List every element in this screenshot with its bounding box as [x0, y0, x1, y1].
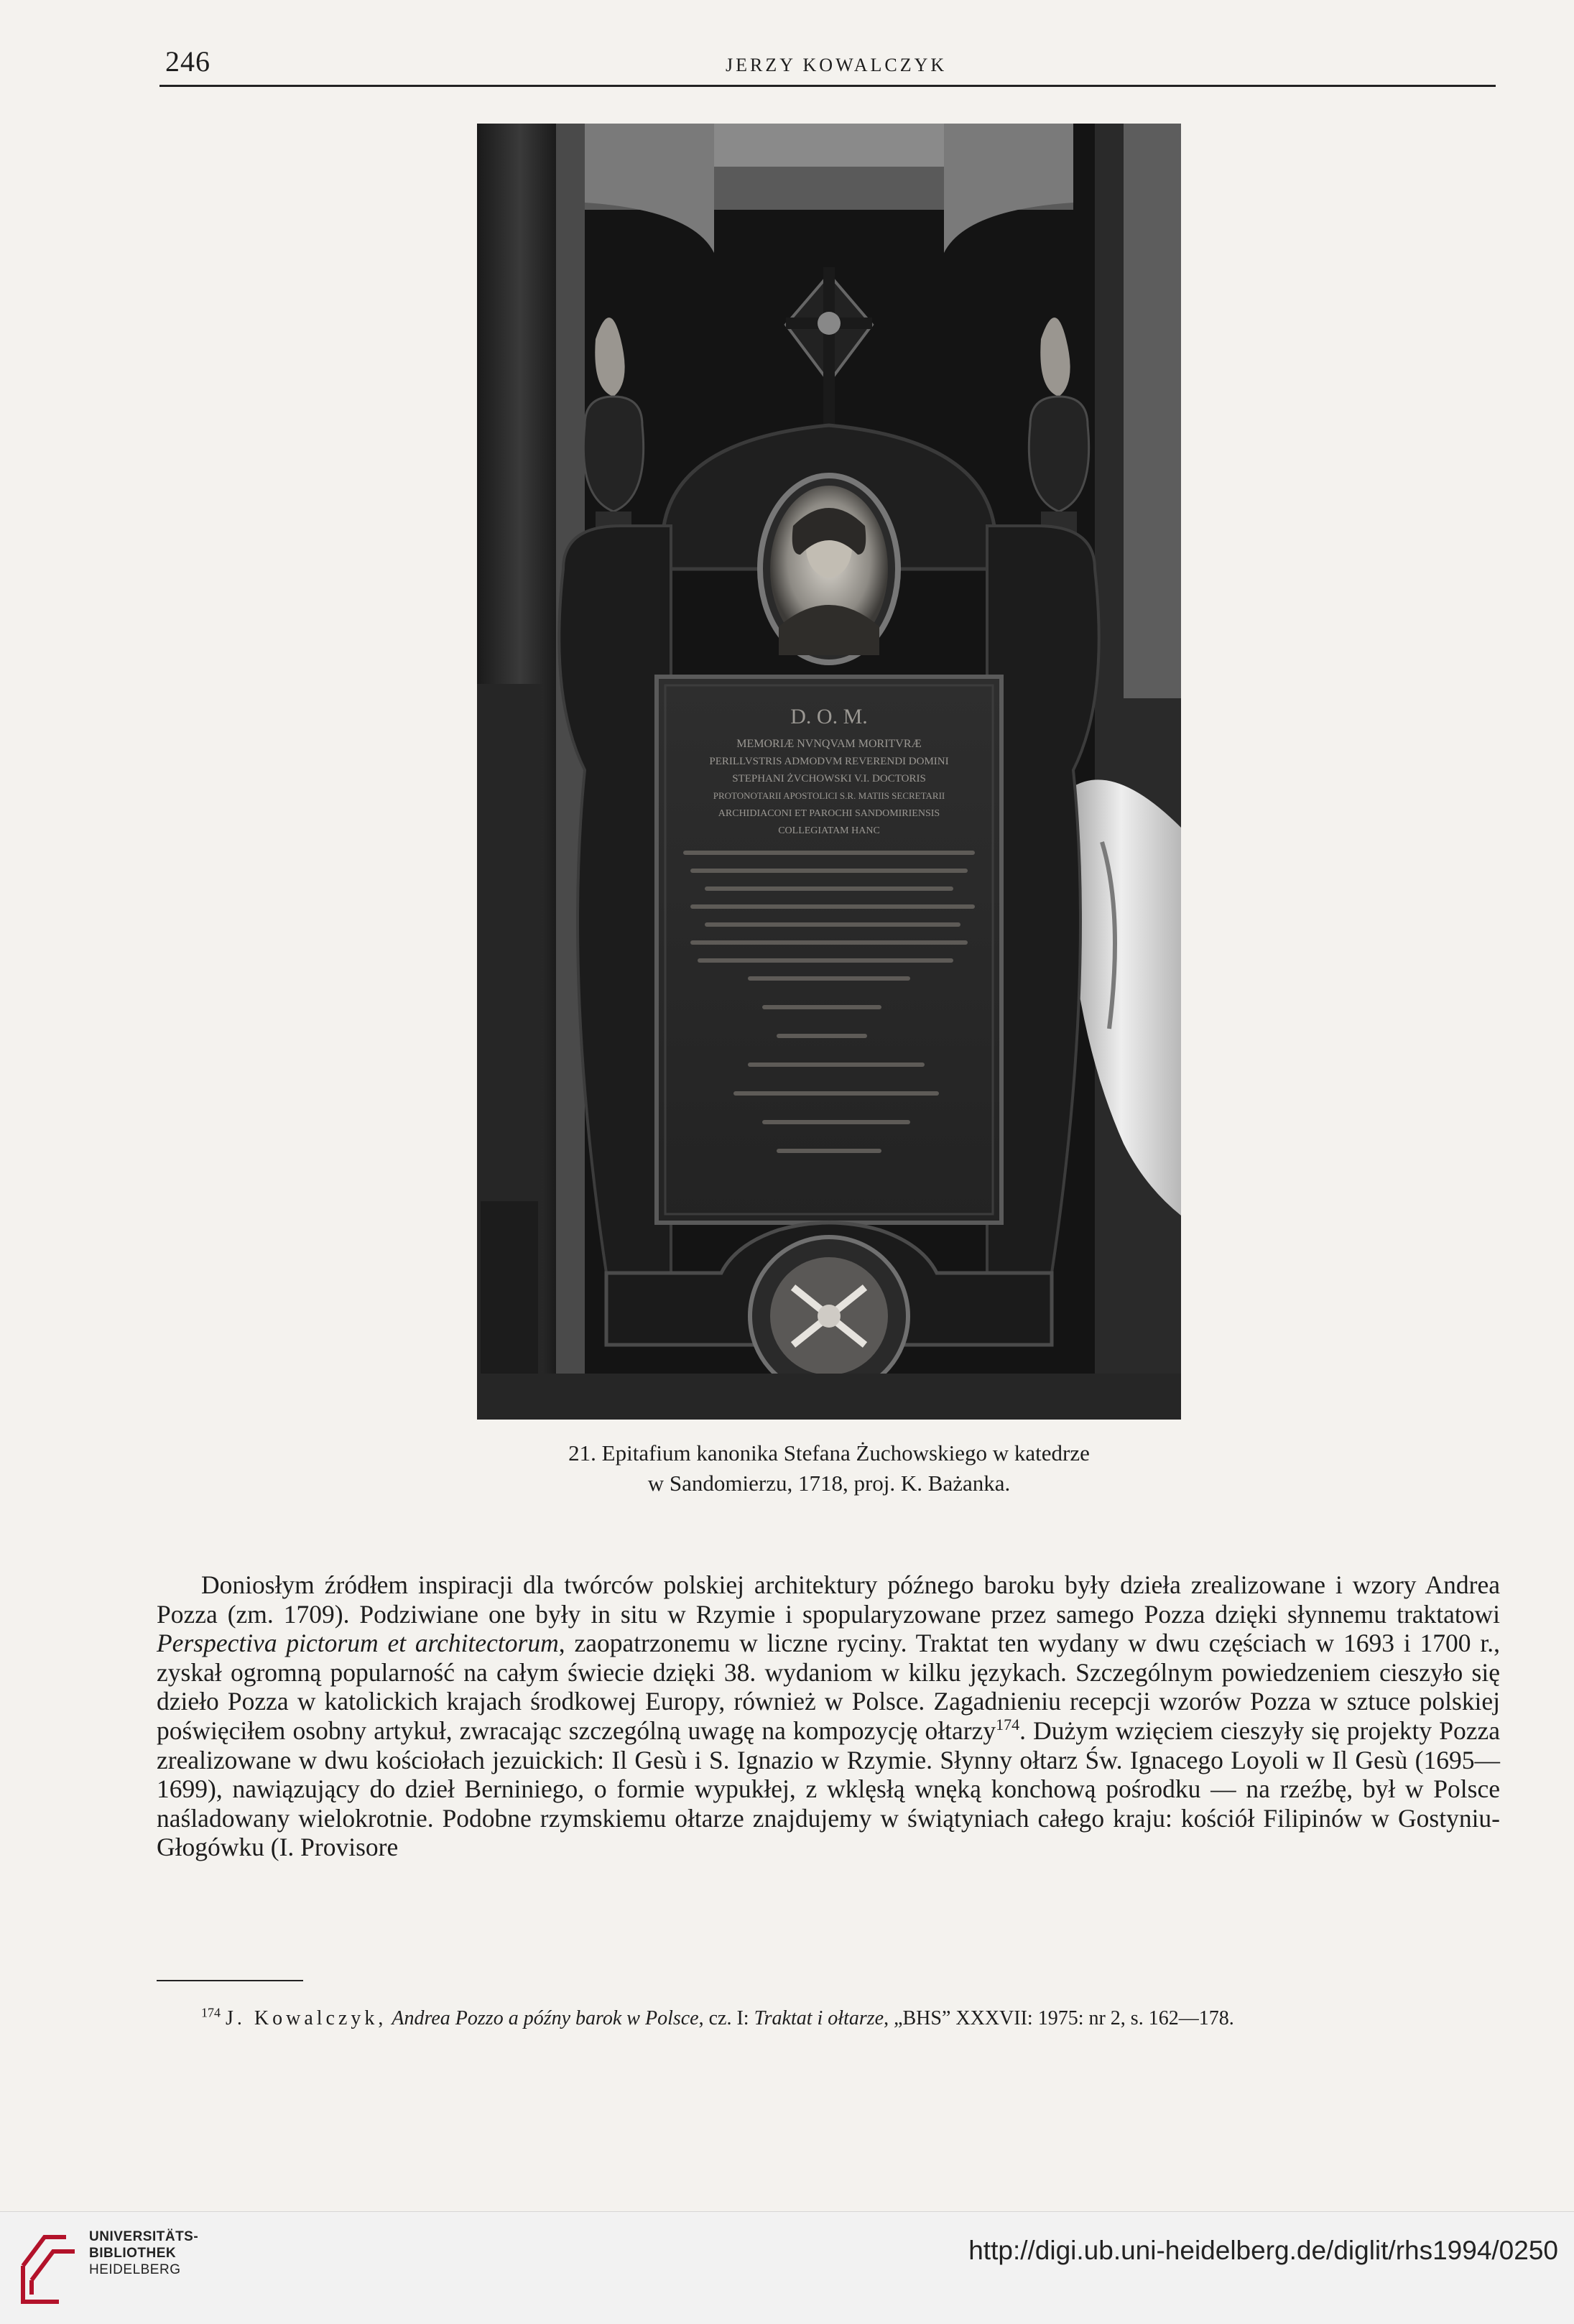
footnote-reference[interactable]: 174: [996, 1716, 1020, 1734]
header-rule: [159, 85, 1496, 87]
inscription-line-1: D. O. M.: [790, 705, 868, 728]
inscription-line-3: PERILLVSTRIS ADMODVM REVERENDI DOMINI: [709, 756, 949, 767]
paragraph-text-1: Doniosłym źródłem inspiracji dla twórców polskiej architektury późnego baroku były dzieła zrealizowane i wzory Andrea Pozza (zm. 1709). Podziwiane one były in situ w Rzymie i spopularyzowane przez samego Pozza dzięki słynnemu traktatowi: [157, 1570, 1500, 1629]
paragraph-text-2: , zaopatrzonemu w liczne ryciny. Traktat ten wydany w dwu częściach w 1693 i 1700 r., zyskał ogromną popularność na całym świecie dzięki 38. wydaniom w kilku językach. Szczególnym powiedzeniem cieszyło się dzieło Pozza w katolickich krajach środkowej Europy, również w Polsce. Zagadnieniu recepcji wzorów Pozza w sztuce polskiej poświęciłem osobny artykuł, zwracając szczególną uwagę na kompozycję ołtarzy: [157, 1629, 1501, 1745]
footer-bar: [0, 2211, 1574, 2324]
library-name-line-3: HEIDELBERG: [89, 2262, 181, 2277]
footnote-rule: [157, 1980, 303, 1981]
source-url-link[interactable]: http://digi.ub.uni-heidelberg.de/diglit/rhs1994/0250: [968, 2236, 1558, 2265]
footnote-rest: , „BHS” XXXVII: 1975: nr 2, s. 162—178.: [884, 2007, 1234, 2029]
running-head: JERZY KOWALCZYK: [726, 55, 948, 75]
footnote-part: , cz. I:: [698, 2007, 754, 2029]
library-name-line-1: UNIVERSITÄTS-: [89, 2229, 199, 2244]
footnote-title: Andrea Pozzo a późny barok w Polsce: [392, 2007, 699, 2029]
page-number: 246: [165, 45, 210, 78]
epitaph-illustration: [477, 124, 1181, 1420]
footnote: [157, 2006, 1500, 2032]
footnote-number: 174: [201, 2005, 221, 2020]
footnote-subtitle: Traktat i ołtarze: [754, 2007, 884, 2029]
body-paragraph: [157, 1570, 1500, 1862]
figure-caption: [477, 1438, 1181, 1499]
library-name: [89, 2228, 198, 2278]
footnote-author: J. Kowalczyk,: [226, 2007, 387, 2029]
paragraph-text-3: . Dużym wzięciem cieszyły się projekty Pozza zrealizowane w dwu kościołach jezuickich: Il Gesù i S. Ignazio w Rzymie. Słynny ołtarz Św. Ignacego Loyoli w Il Gesù (1695—1699), nawiązujący do dzieł Berniniego, o formie wypukłej, z wklęsłą wnęką konchową pośrodku — na rzeźbę, był w Polsce naśladowany wielokrotnie. Podobne rzymskiemu ołtarze znajdujemy w świątyniach całego kraju: kościół Filipinów w Gostyniu-Głogówku (I. Provisore: [157, 1716, 1500, 1862]
inscription-line-2: MEMORIÆ NVNQVAM MORITVRÆ: [736, 738, 922, 750]
inscription-line-5: PROTONOTARII APOSTOLICI S.R. MATIIS SECRETARII: [713, 790, 945, 801]
inscription-line-7: COLLEGIATAM HANC: [778, 825, 880, 836]
inscription-line-4: STEPHANI ŻVCHOWSKI V.I. DOCTORIS: [732, 773, 926, 784]
library-name-line-2: BIBLIOTHEK: [89, 2246, 177, 2261]
caption-line-1: 21. Epitafium kanonika Stefana Żuchowskiego w katedrze: [568, 1440, 1090, 1466]
caption-line-2: w Sandomierzu, 1718, proj. K. Bażanka.: [647, 1471, 1011, 1496]
inscription-line-6: ARCHIDIACONI ET PAROCHI SANDOMIRIENSIS: [718, 808, 940, 819]
treatise-title: Perspectiva pictorum et architectorum: [157, 1629, 559, 1658]
epitaph-photograph: [477, 124, 1181, 1420]
library-logo-icon: [16, 2223, 82, 2307]
